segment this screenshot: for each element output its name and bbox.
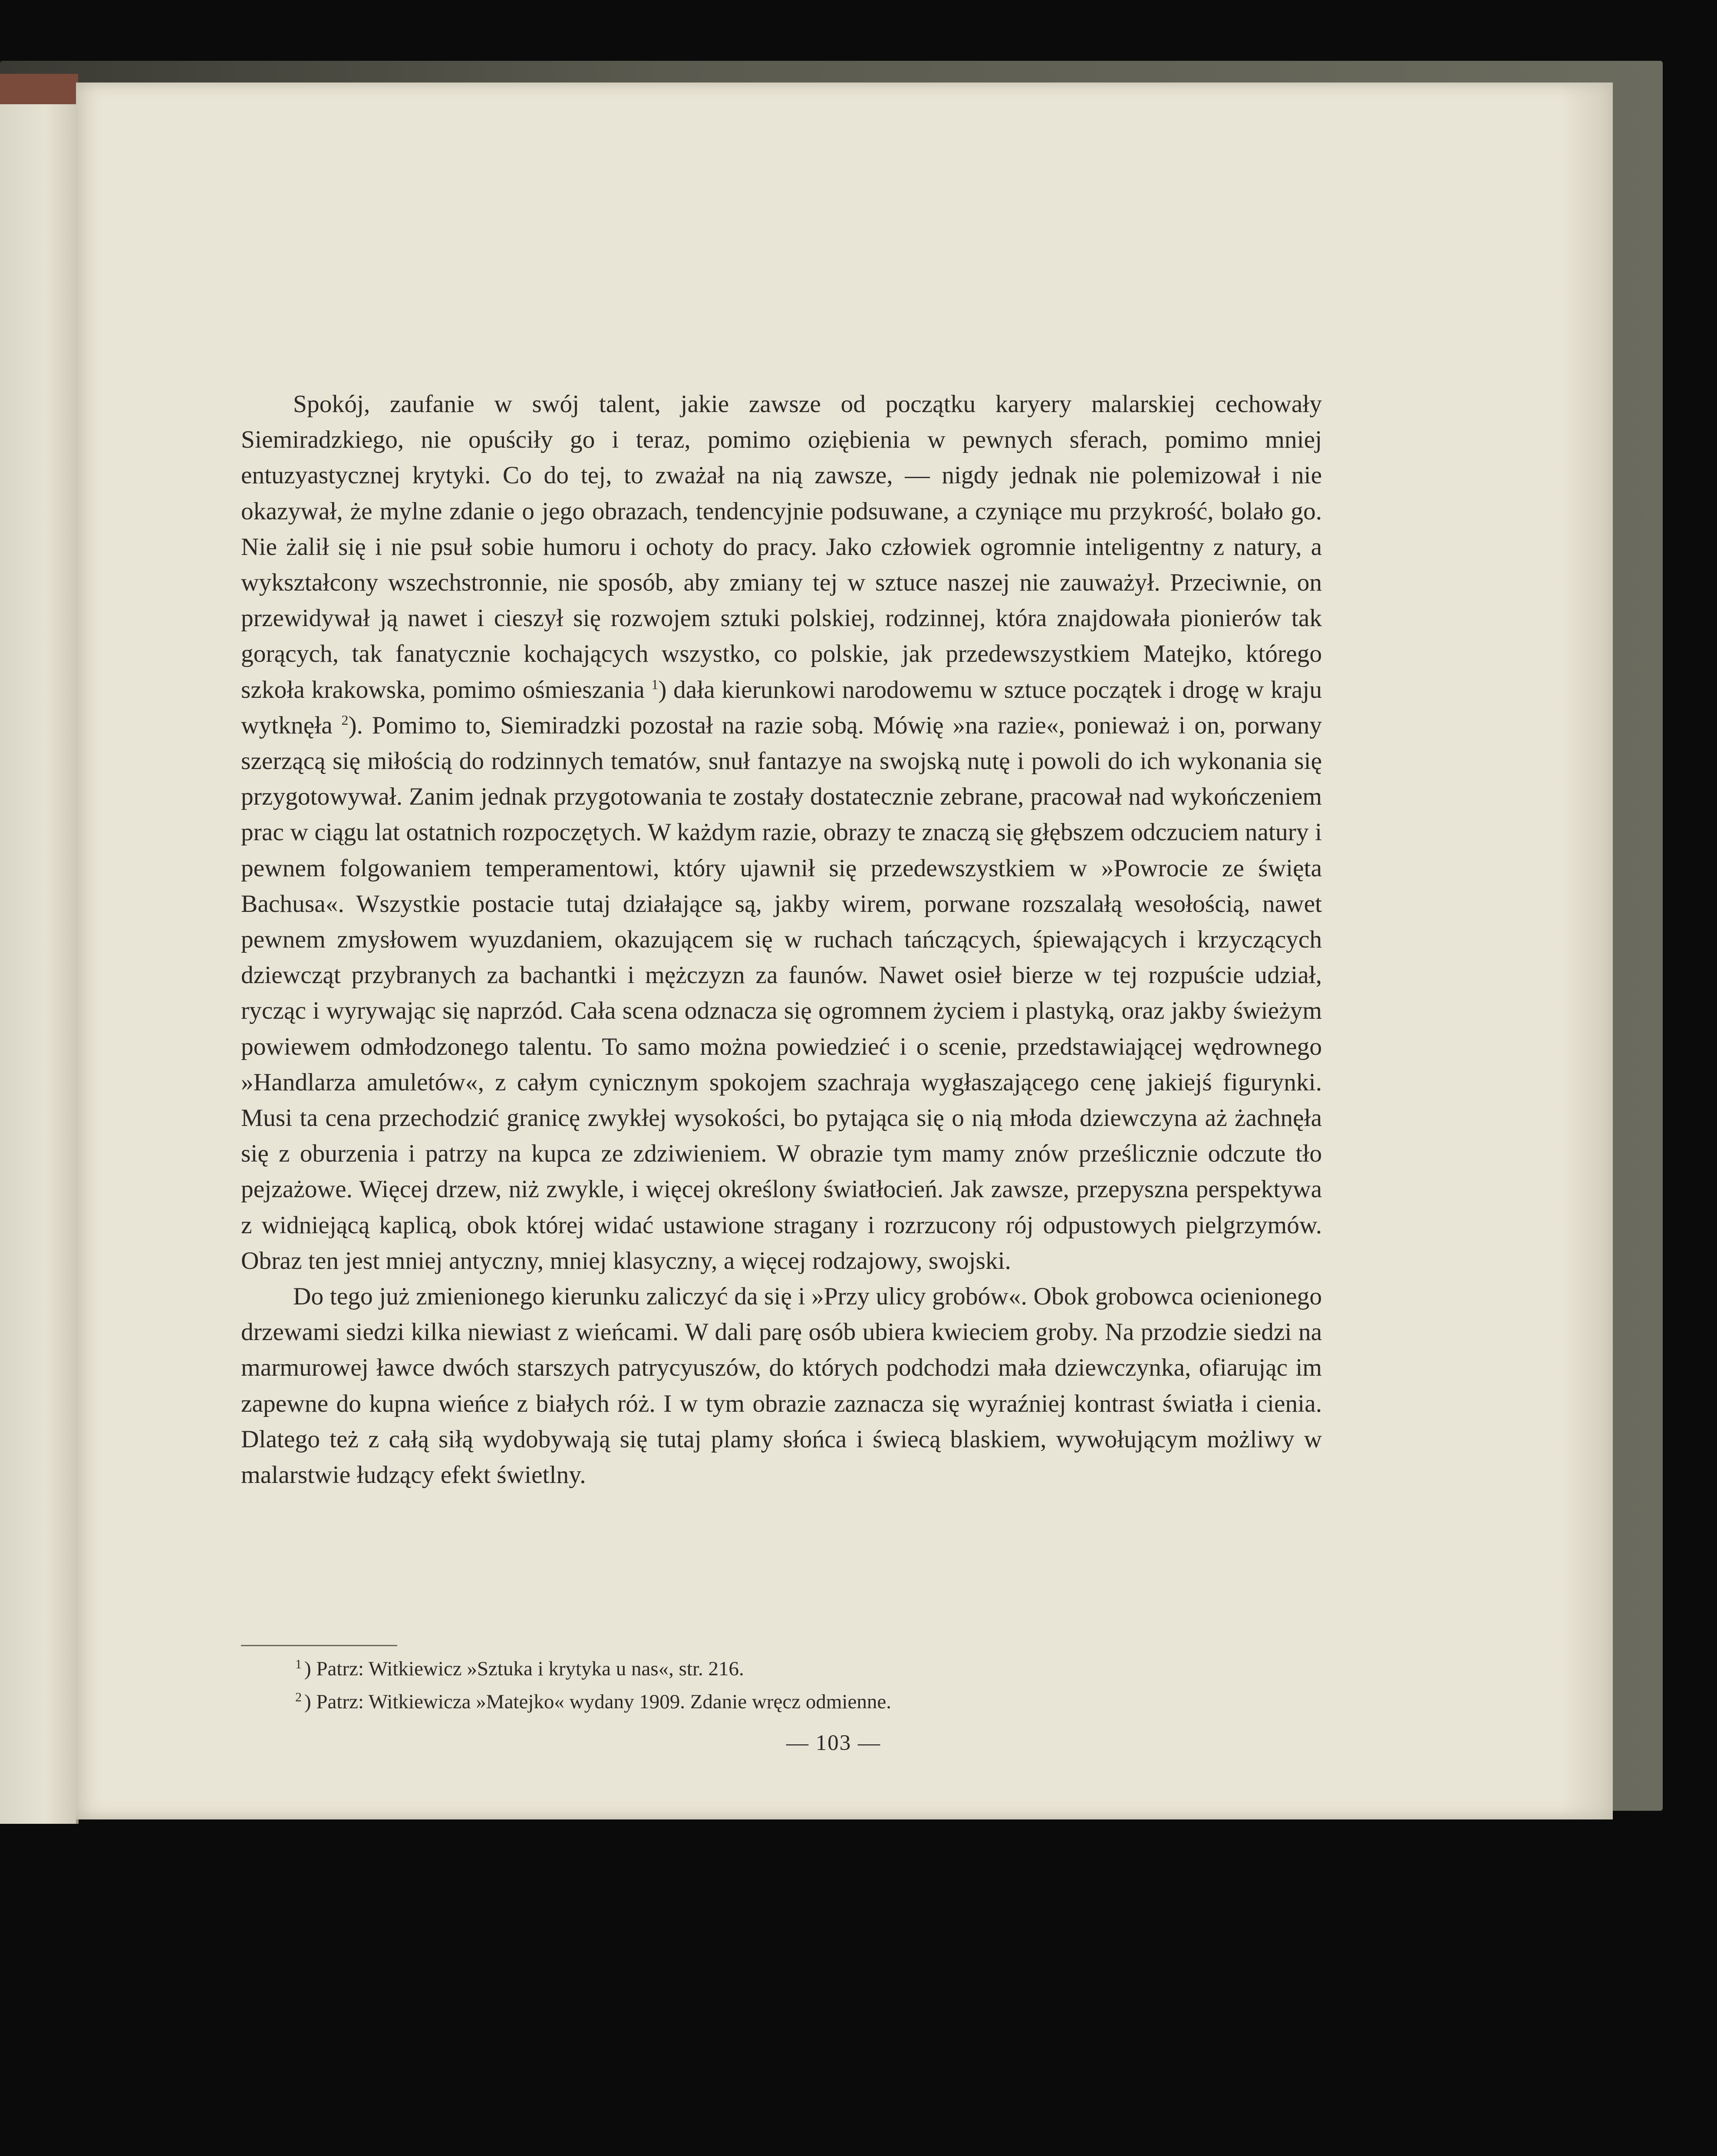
footnote-2: $^2$ ) Patrz: Witkiewicza »Matejko« wydany 1909. Zdanie wręcz odmienne. <box>295 1690 891 1713</box>
page-shadow <box>1561 83 1613 1819</box>
footnote-ref-1: 1 <box>651 676 659 692</box>
footnote-2-text: Patrz: Witkiewicza »Matejko« wydany 1909. Zdanie wręcz odmienne. <box>316 1690 891 1713</box>
left-page-edge <box>0 91 79 1824</box>
paragraph-2: Do tego już zmienionego kierunku zaliczyć da się i »Przy ulicy grobów«. Obok grobowca ocienionego drzewami siedzi kilka niewiast z wieńcami. W dali parę osób ubiera kwieciem groby. Na przodzie siedzi na marmurowej ławce dwóch starszych patrycyuszów, do których podchodzi mała dziewczynka, ofiarując im zapewne do kupna wieńce z białych róż. I w tym obrazie zaznacza się wyraźniej kontrast światła i cienia. Dlatego też z całą siłą wydobywają się tutaj plamy słońca i świecą blaskiem, wywołującym możliwy w malarstwie łudzący efekt świetlny. <box>241 1283 1322 1489</box>
paragraph-1: Spokój, zaufanie w swój talent, jakie zawsze od początku karyery malarskiej cechowały Siemiradzkiego, nie opuściły go i teraz, pomimo oziębienia w pewnych sferach, pomimo mniej entuzyastycznej krytyki. Co do tej, to zważał na nią zawsze, — nigdy jednak nie polemizował i nie okazywał, że mylne zdanie o jego obrazach, tendencyjnie podsuwane, a czyniące mu przykrość, bolało go. Nie żalił się i nie psuł sobie humoru i ochoty do pracy. Jako człowiek ogromnie inteligentny z natury, a wykształcony wszechstronnie, nie sposób, aby zmiany tej w sztuce naszej nie zauważył. Przeciwnie, on przewidywał ją nawet i cieszył się rozwojem sztuki polskiej, rodzinnej, która znajdowała pionierów tak gorących, tak fanatycznie kochających wszystko, co polskie, jak przedewszystkiem Matejko, którego szkoła krakowska, pomimo ośmieszania $^1$) dała kierunkowi narodowemu w sztuce początek i drogę w kraju wytknęła $^2$). Pomimo to, Siemiradzki pozostał na razie sobą. Mówię »na razie«, ponieważ i on, porwany szerzącą się miłością do rodzinnych tematów, snuł fantazye na swojską nutę i powoli do ich wykonania się przygotowywał. Zanim jednak przygotowania te zostały dostatecznie zebrane, pracował nad wykończeniem prac w ciągu lat ostatnich rozpoczętych. W każdym razie, obrazy te znaczą się głębszem odczuciem natury i pewnem folgowaniem temperamentowi, który ujawnił się przedewszystkiem w »Powrocie ze święta Bachusa«. Wszystkie postacie tutaj działające są, jakby wirem, porwane rozszalałą wesołością, nawet pewnem zmysłowem wyuzdaniem, okazującem się w ruchach tańczących, śpiewających i krzyczących dziewcząt przybranych za bachantki i mężczyzn za faunów. Nawet osieł bierze w tej rozpuście udział, rycząc i wyrywając się naprzód. Cała scena odznacza się ogromnem życiem i plastyką, oraz jakby świeżym powiewem odmłodzonego talentu. To samo można powiedzieć i o scenie, przedstawiającej wędrownego »Handlarza amuletów«, z całym cynicznym spokojem szachraja wygłaszającego cenę jakiejś figurynki. Musi ta cena przechodzić granicę zwykłej wysokości, bo pytająca się o nią młoda dziewczyna aż żachnęła się z oburzenia i patrzy na kupca ze zdziwieniem. W obrazie tym mamy znów prześlicznie odczute tło pejzażowe. Więcej drzew, niż zwykle, i więcej określony światłocień. Jak zawsze, przepyszna perspektywa z widniejącą kaplicą, obok której widać ustawione stragany i rozrzucony rój odpustowych pielgrzymów. Obraz ten jest mniej antyczny, mniej klasyczny, a więcej rodzajowy, swojski. <box>241 390 1322 1274</box>
footnotes <box>295 1650 1294 1716</box>
paragraph-1-part-c: Pomimo to, Siemiradzki pozostał na razie sobą. Mówię »na razie«, ponieważ i on, porwany szerzącą się miłością do rodzinnych tematów, snuł fantazye na swojską nutę i powoli do ich wykonania się przygotowywał. Zanim jednak przygotowania te zostały dostatecznie zebrane, pracował nad wykończeniem prac w ciągu lat ostatnich rozpoczętych. W każdym razie, obrazy te znaczą się głębszem odczuciem natury i pewnem folgowaniem temperamentowi, który ujawnił się przedewszystkiem w »Powrocie ze święta Bachusa«. Wszystkie postacie tutaj działające są, jakby wirem, porwane rozszalałą wesołością, nawet pewnem zmysłowem wyuzdaniem, okazującem się w ruchach tańczących, śpiewających i krzyczących dziewcząt przybranych za bachantki i mężczyzn za faunów. Nawet osieł bierze w tej rozpuście udział, rycząc i wyrywając się naprzód. Cała scena odznacza się ogromnem życiem i plastyką, oraz jakby świeżym powiewem odmłodzonego talentu. To samo można powiedzieć i o scenie, przedstawiającej wędrownego »Handlarza amuletów«, z całym cynicznym spokojem szachraja wygłaszającego cenę jakiejś figurynki. Musi ta cena przechodzić granicę zwykłej wysokości, bo pytająca się o nią młoda dziewczyna aż żachnęła się z oburzenia i patrzy na kupca ze zdziwieniem. W obrazie tym mamy znów prześlicznie odczute tło pejzażowe. Więcej drzew, niż zwykle, i więcej określony światłocień. Jak zawsze, przepyszna perspektywa z widniejącą kaplicą, obok której widać ustawione stragany i rozrzucony rój odpustowych pielgrzymów. Obraz ten jest mniej antyczny, mniej klasyczny, a więcej rodzajowy, swojski. <box>241 711 1322 1274</box>
body-text <box>241 386 1322 1493</box>
footnote-ref-2: 2 <box>341 712 349 728</box>
footnote-1-text: Patrz: Witkiewicz »Sztuka i krytyka u nas«, str. 216. <box>316 1657 744 1680</box>
footnote-2-mark: 2 <box>295 1690 302 1704</box>
footnote-divider <box>241 1645 397 1646</box>
footnote-1-mark: 1 <box>295 1657 302 1671</box>
paragraph-1-part-b: dała kierunkowi narodowemu w sztuce początek i drogę w kraju wytknęła <box>241 676 1322 739</box>
paragraph-1-part-a: Spokój, zaufanie w swój talent, jakie zawsze od początku karyery malarskiej cechowały Siemiradzkiego, nie opuściły go i teraz, pomimo oziębienia w pewnych sferach, pomimo mniej entuzyastycznej krytyki. Co do tej, to zważał na nią zawsze, — nigdy jednak nie polemizował i nie okazywał, że mylne zdanie o jego obrazach, tendencyjnie podsuwane, a czyniące mu przykrość, bolało go. Nie żalił się i nie psuł sobie humoru i ochoty do pracy. Jako człowiek ogromnie inteligentny z natury, a wykształcony wszechstronnie, nie sposób, aby zmiany tej w sztuce naszej nie zauważył. Przeciwnie, on przewidywał ją nawet i cieszył się rozwojem sztuki polskiej, rodzinnej, która znajdowała pionierów tak gorących, tak fanatycznie kochających wszystko, co polskie, jak przedewszystkiem Matejko, którego szkoła krakowska, pomimo ośmieszania <box>241 390 1322 703</box>
footnote-1: $^1$ ) Patrz: Witkiewicz »Sztuka i krytyka u nas«, str. 216. <box>295 1657 744 1680</box>
left-page-binding <box>0 74 78 104</box>
page-number: — 103 — <box>786 1731 881 1755</box>
